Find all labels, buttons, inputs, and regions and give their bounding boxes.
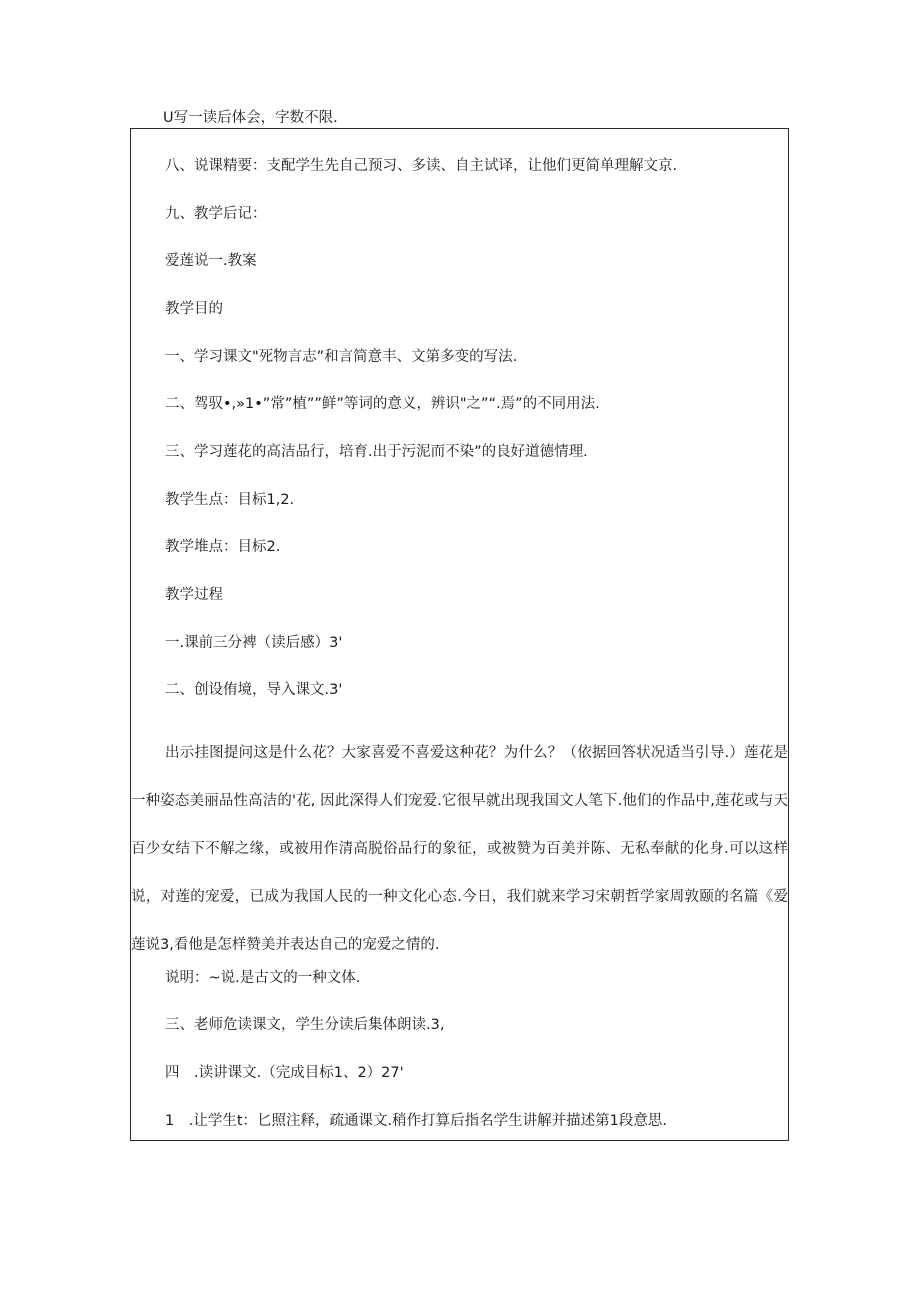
difficult-point-line: 教学堆点：目标2. <box>165 539 281 555</box>
process-step-4: 四 .读讲课文.（完成目标1、2）27' <box>165 1065 404 1081</box>
key-point-line: 教学生点：目标1,2. <box>165 492 295 508</box>
process-step-2: 二、创设侑境，导入课文.3' <box>165 682 343 698</box>
summary-line: 八、说课精要：支配学生先自己预习、多读、自主试译，让他们更简单理解文京. <box>165 158 678 174</box>
process-step-3: 三、老师危读课文，学生分读后集体朗读.3, <box>165 1017 445 1033</box>
objective-2: 二、驾驭•,»1•”常”植””鲜”等词的意义，辨识"之”“.焉”的不同用法. <box>165 396 600 412</box>
process-substep-1: 1 .让学生t：匕照注释，疏通课文.稍作打算后指名学生讲解并描述第1段意思. <box>165 1113 667 1129</box>
objective-3: 三、学习莲花的高洁品行，培育.出于污泥而不染”的良好道德情理. <box>165 444 588 460</box>
intro-paragraph: 出示挂图提问这是什么花？大家喜爱不喜爱这种花？为什么？（依据回答状况适当引导.）莲花是一种姿态美丽品性高洁的'花, 因此深得人们宠爱.它很早就出现我国文人笔下.他们的作品中,莲花或与天百少女结下不解之缘，或被用作清高脱俗品行的象征，或被赞为百美并陈、无私奉献的化身.可以这样说，对莲的宠爱，已成为我国人民的一种文化心态.今日，我们就来学习宋朝哲学家周敦颐的名篇《爱莲说3,看他是怎样赞美并表达自己的宠爱之情的. <box>131 745 788 953</box>
process-step-1: 一.课前三分裨（读后感）3' <box>165 635 343 651</box>
objectives-heading: 教学目的 <box>165 301 223 317</box>
process-heading: 教学过程 <box>165 587 223 603</box>
document-title: 爱莲说一.教案 <box>165 253 257 269</box>
lesson-plan-box <box>130 128 789 1141</box>
objective-1: 一、学习课文"死物言志”和言简意丰、文第多变的写法. <box>165 349 518 365</box>
note-line: 说明：~说.是古文的一种文体. <box>165 970 361 986</box>
postscript-heading: 九、教学后记： <box>165 206 267 222</box>
pre-box-line: U写一读后体会，字数不限. <box>163 110 338 126</box>
